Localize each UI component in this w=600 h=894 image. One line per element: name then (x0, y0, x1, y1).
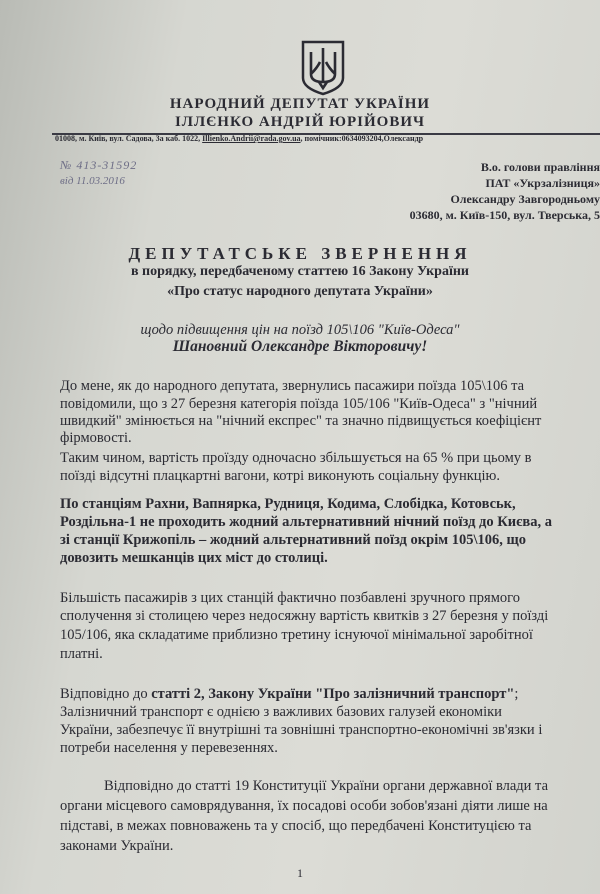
p6-line-4: законами України. (60, 838, 174, 854)
header-contacts (55, 134, 423, 143)
page-number: 1 (297, 866, 303, 880)
p5-suffix: ; (514, 686, 519, 702)
document-title: ДЕПУТАТСЬКЕ ЗВЕРНЕННЯ (128, 244, 472, 263)
p4-line-2: сполучення зі столицею через недосяжну вартість квитків з 27 березня у поїзді (60, 608, 549, 624)
addressee-line-4: 03680, м. Київ-150, вул. Тверська, 5 (409, 208, 600, 222)
p4-line-3: 105/106, яка складатиме приблизно третину існуючої мінімальної заробітної (60, 627, 533, 643)
header-name: ІЛЛЄНКО АНДРІЙ ЮРІЙОВИЧ (174, 114, 426, 130)
contacts-phone: , помічник:0634093204,Олександр (300, 134, 424, 143)
p3-line-4: довозить мешканців цих міст до столиці. (60, 550, 328, 566)
addressee-line-3: Олександру Завгородньому (450, 192, 600, 206)
p5-line-1 (60, 686, 518, 703)
p2-line-2: поїзді відсутні плацкартні вагони, котрі виконують соціальну функцію. (60, 468, 501, 484)
p1-line-1: До мене, як до народного депутата, звернулись пасажири поїзда 105\106 та (60, 378, 525, 394)
p6-line-1: Відповідно до статті 19 Конституції України органи державної влади та (104, 778, 549, 794)
email-link[interactable]: Illienko.Andrii@rada.gov.ua (202, 134, 301, 143)
p6-line-2: органи місцевого самоврядування, їх посадові особи зобов'язані діяти лише на (60, 798, 548, 814)
p4-line-1: Більшість пасажирів з цих станцій фактично позбавлені зручного прямого (60, 590, 520, 606)
p2-line-1: Таким чином, вартість проїзду одночасно збільшується на 65 % при цьому в (60, 450, 532, 466)
p5-line-4: потреби населення у перевезеннях. (60, 740, 278, 756)
document-subtitle-2: «Про статус народного депутата України» (167, 284, 433, 299)
document-topic: щодо підвищення цін на поїзд 105\106 "Київ-Одеса" (140, 322, 460, 338)
p4-line-4: платні. (60, 646, 103, 662)
greeting: Шановний Олександре Вікторовичу! (172, 338, 428, 355)
registration-date: від 11.03.2016 (60, 175, 125, 187)
header-title: НАРОДНИЙ ДЕПУТАТ УКРАЇНИ (169, 96, 431, 112)
p1-line-2: повідомили, що з 27 березня категорія поїзда 105/106 "Київ-Одеса" з "нічний (60, 396, 538, 412)
contacts-address: 01008, м. Київ, вул. Садова, 3а каб. 1022, (55, 134, 203, 143)
p3-line-1: По станціям Рахни, Вапнярка, Рудниця, Кодима, Слобідка, Котовськ, (60, 496, 516, 512)
p6-line-3: підставі, в межах повноважень та у спосіб, що передбачені Конституцією та (60, 818, 532, 834)
registration-number: № 413-31592 (60, 158, 138, 172)
addressee-line-2: ПАТ «Укрзалізниця» (485, 176, 600, 190)
trident-emblem-icon (300, 40, 346, 96)
p5-law-reference: статті 2, Закону України "Про залізничний транспорт" (151, 686, 515, 702)
document-subtitle-1: в порядку, передбаченому статтею 16 Закону України (130, 264, 469, 279)
p5-line-2: Залізничний транспорт є однією з важливих базових галузей економіки (60, 704, 502, 720)
p3-line-2: Роздільна-1 не проходить жодний альтернативний нічний поїзд до Києва, а (60, 514, 552, 530)
addressee-line-1: В.о. голови правління (480, 160, 600, 174)
p1-line-4: фірмовості. (60, 430, 132, 446)
p5-prefix: Відповідно до (60, 686, 152, 702)
p3-line-3: зі станції Крижопіль – жодний альтернативний поїзд окрім 105\106, що (60, 532, 526, 548)
p5-line-3: України, забезпечує її внутрішні та зовнішні транспортно-економічні зв'язки і (60, 722, 543, 738)
p1-line-3: швидкий" змінюється на "нічний експрес" та значно підвищується коефіцієнт (60, 413, 542, 429)
